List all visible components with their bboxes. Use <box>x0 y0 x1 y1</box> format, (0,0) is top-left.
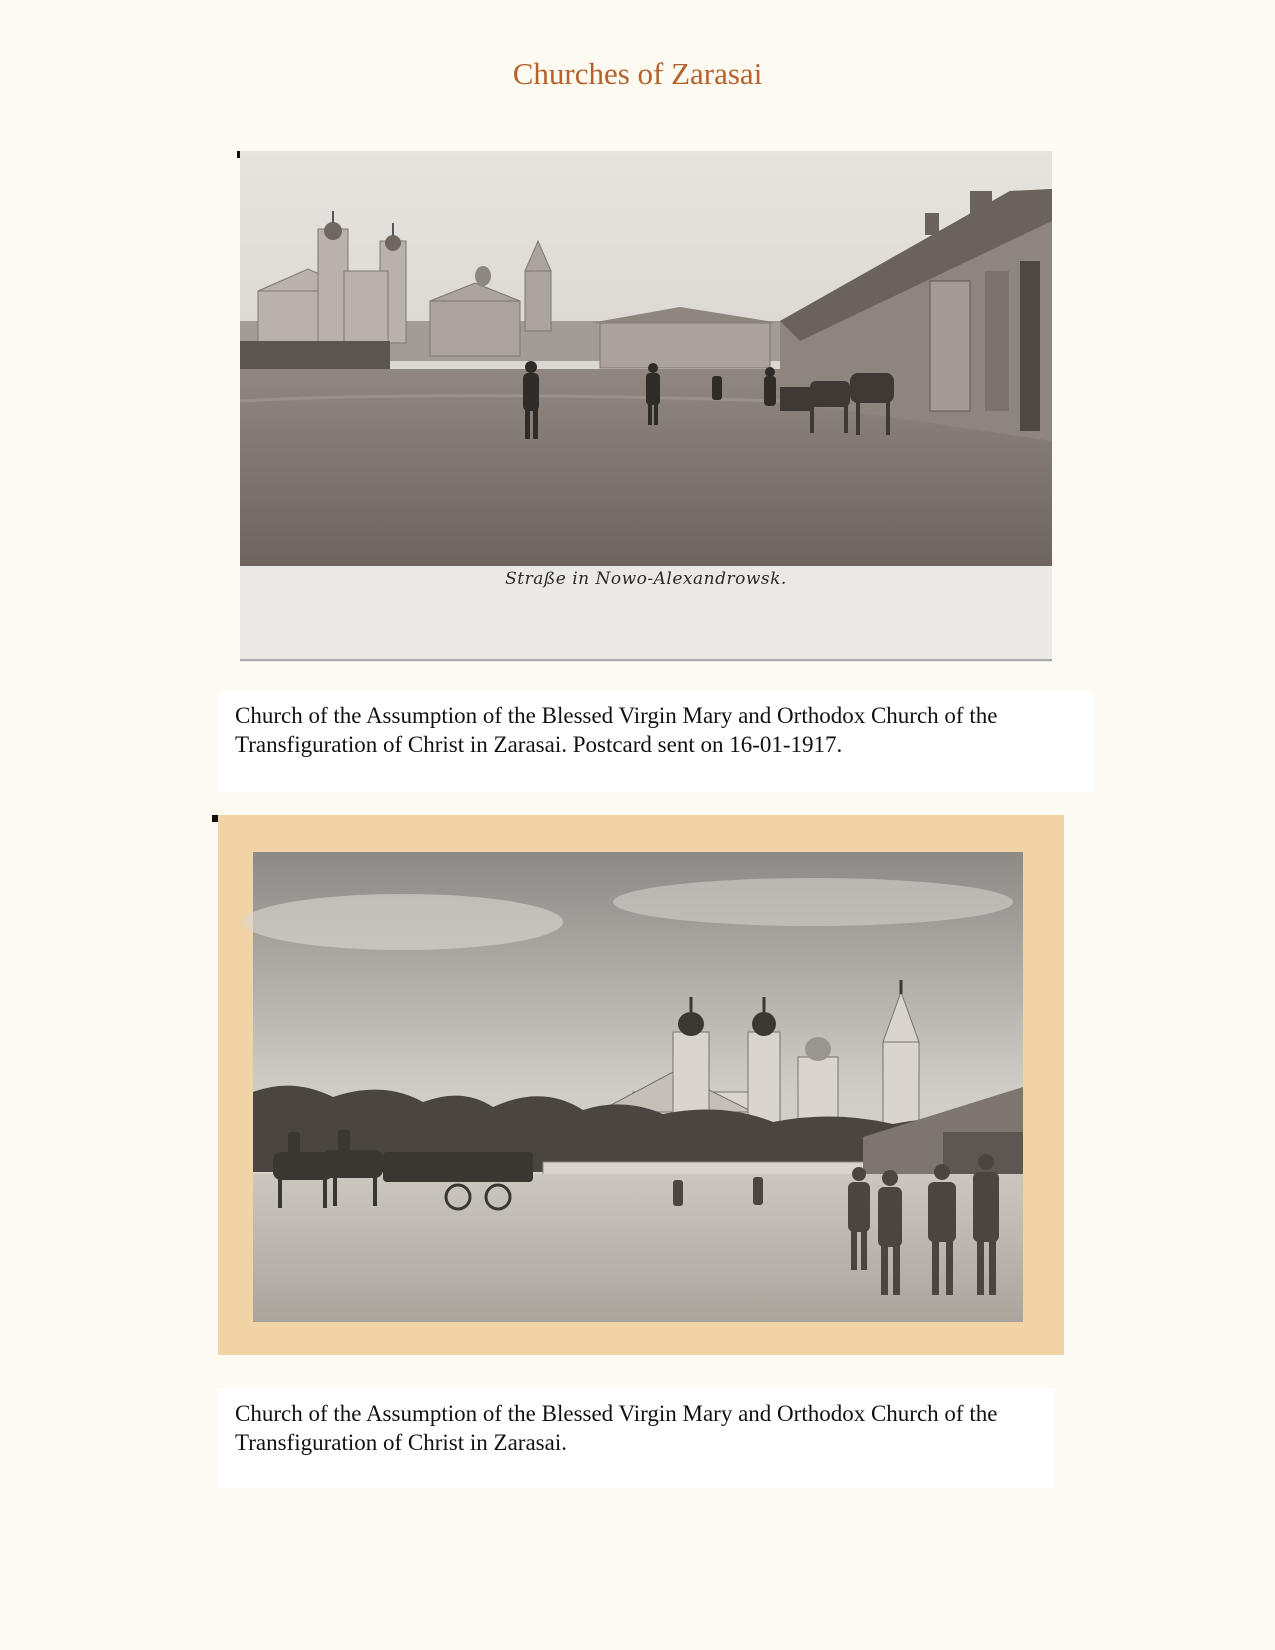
postcard-handwritten-caption: Straße in Nowo-Alexandrowsk. <box>505 569 787 589</box>
photo-caption: Church of the Assumption of the Blessed Virgin Mary and Orthodox Church of the Transfiguration of Christ in Zarasai. <box>235 1401 998 1455</box>
postcard-image-street <box>240 151 1052 662</box>
photo-caption: Church of the Assumption of the Blessed Virgin Mary and Orthodox Church of the Transfiguration of Christ in Zarasai. Postcard sent on 16-01-1917. <box>235 703 998 757</box>
postcard-image-square <box>218 815 1064 1355</box>
page-title: Churches of Zarasai <box>512 56 763 91</box>
